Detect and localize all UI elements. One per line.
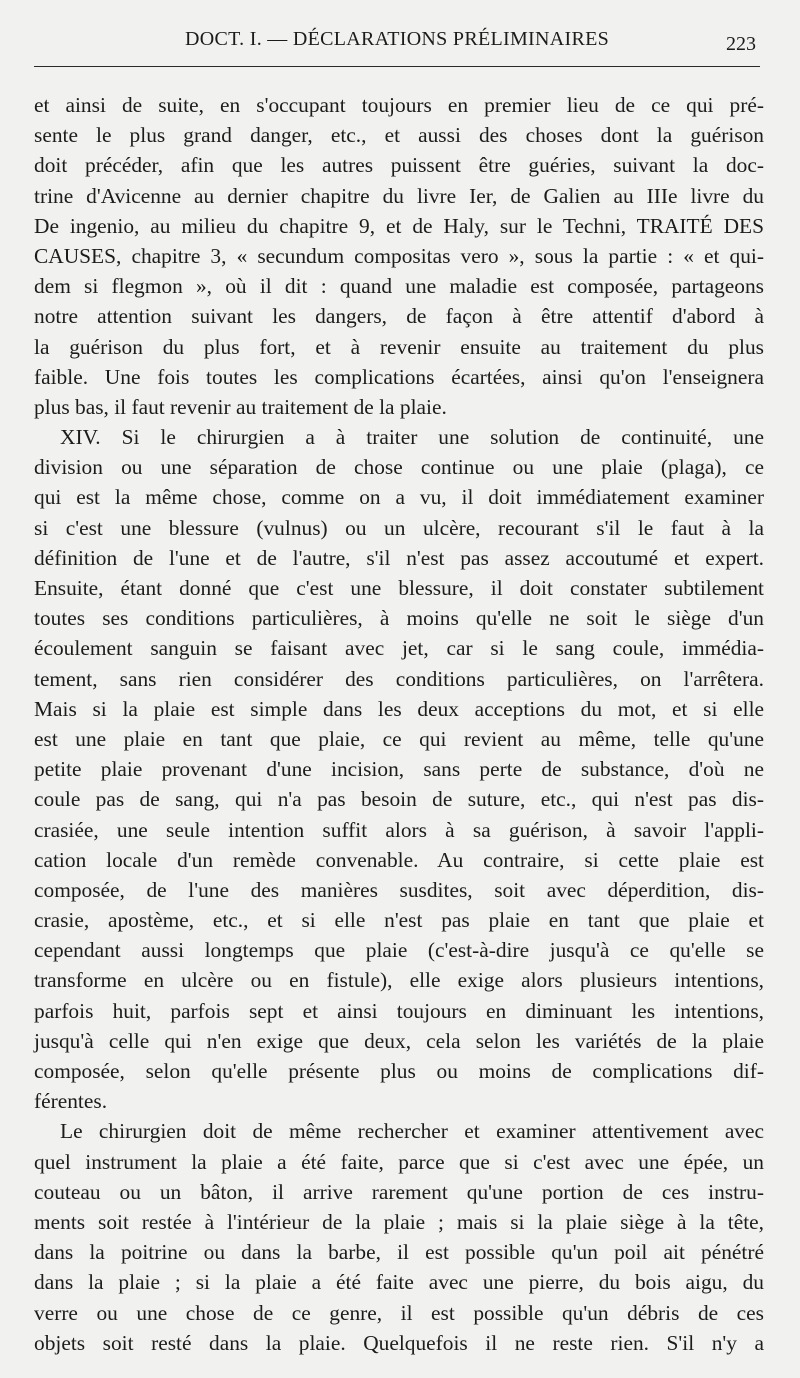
running-head xyxy=(34,28,760,58)
text-line: coule pas de sang, qui n'a pas besoin de suture, etc., qui n'est pas dis- xyxy=(34,787,764,812)
text-line: petite plaie provenant d'une incision, sans perte de substance, d'où ne xyxy=(34,757,764,782)
text-line: faible. Une fois toutes les complications écartées, ainsi qu'on l'enseignera xyxy=(34,364,764,389)
text-line: CAUSES, chapitre 3, « secundum compositas vero », sous la partie : « et qui- xyxy=(34,243,764,268)
text-line: définition de l'une et de l'autre, s'il n'est pas assez accoutumé et expert. xyxy=(34,545,764,570)
page-number: 223 xyxy=(726,33,756,55)
text-line: plus bas, il faut revenir au traitement de la plaie. xyxy=(34,394,447,419)
text-line: tement, sans rien considérer des conditions particulières, on l'arrêtera. xyxy=(34,666,764,691)
text-line: cependant aussi longtemps que plaie (c'est-à-dire jusqu'à ce qu'elle se xyxy=(34,938,764,963)
text-line: doit précéder, afin que les autres puissent être guéries, suivant la doc- xyxy=(34,153,764,178)
body-text xyxy=(34,90,764,1358)
text-line: Mais si la plaie est simple dans les deux acceptions du mot, et si elle xyxy=(34,696,764,721)
text-line: écoulement sanguin se faisant avec jet, car si le sang coule, immédia- xyxy=(34,636,764,661)
text-line: ments soit restée à l'intérieur de la plaie ; mais si la plaie siège à la tête, xyxy=(34,1209,764,1234)
text-line: transforme en ulcère ou en fistule), elle exige alors plusieurs intentions, xyxy=(34,968,764,993)
text-line: dem si flegmon », où il dit : quand une maladie est composée, partageons xyxy=(34,274,764,299)
text-line: toutes ses conditions particulières, à moins qu'elle ne soit le siège d'un xyxy=(34,606,764,631)
text-line: quel instrument la plaie a été faite, parce que si c'est avec une épée, un xyxy=(34,1149,764,1174)
text-line: crasiée, une seule intention suffit alors à sa guérison, à savoir l'appli- xyxy=(34,817,764,842)
text-line: la guérison du plus fort, et à revenir ensuite au traitement du plus xyxy=(34,334,764,359)
text-line: est une plaie en tant que plaie, ce qui revient au même, telle qu'une xyxy=(34,726,764,751)
text-line: et ainsi de suite, en s'occupant toujours en premier lieu de ce qui pré- xyxy=(34,93,764,117)
text-line: dans la plaie ; si la plaie a été faite avec une pierre, du bois aigu, du xyxy=(34,1270,764,1295)
text-line: cation locale d'un remède convenable. Au contraire, si cette plaie est xyxy=(34,847,764,872)
text-line: composée, de l'une des manières susdites, soit avec déperdition, dis- xyxy=(34,877,764,902)
running-title: DOCT. I. — DÉCLARATIONS PRÉLIMINAIRES xyxy=(184,28,610,50)
header-rule xyxy=(34,66,760,67)
text-line: sente le plus grand danger, etc., et aussi des choses dont la guérison xyxy=(34,123,764,148)
text-line: férentes. xyxy=(34,1089,108,1114)
text-line: jusqu'à celle qui n'en exige que deux, cela selon les variétés de la plaie xyxy=(34,1028,764,1053)
text-line: si c'est une blessure (vulnus) ou un ulcère, recourant s'il le faut à la xyxy=(34,515,764,540)
text-line: couteau ou un bâton, il arrive rarement qu'une portion de ces instru- xyxy=(34,1179,764,1204)
text-line: objets soit resté dans la plaie. Quelquefois il ne reste rien. S'il n'y a xyxy=(34,1330,764,1355)
text-line: parfois huit, parfois sept et ainsi toujours en diminuant les intentions, xyxy=(34,998,764,1023)
text-line: qui est la même chose, comme on a vu, il doit immédiatement examiner xyxy=(34,485,764,510)
text-line: trine d'Avicenne au dernier chapitre du livre Ier, de Galien au IIIe livre du xyxy=(34,183,764,208)
text-line: notre attention suivant les dangers, de façon à être attentif d'abord à xyxy=(34,304,764,329)
text-line: XIV. Si le chirurgien a à traiter une solution de continuité, une xyxy=(60,425,764,450)
text-line: verre ou une chose de ce genre, il est possible qu'un débris de ces xyxy=(34,1300,764,1325)
text-line: division ou une séparation de chose continue ou une plaie (plaga), ce xyxy=(34,455,764,480)
text-line: Le chirurgien doit de même rechercher et examiner attentivement avec xyxy=(60,1119,764,1144)
text-line: Ensuite, étant donné que c'est une blessure, il doit constater subtilement xyxy=(34,576,764,600)
text-line: De ingenio, au milieu du chapitre 9, et de Haly, sur le Techni, TRAITÉ DES xyxy=(34,213,764,238)
text-line: composée, selon qu'elle présente plus ou moins de complications dif- xyxy=(34,1059,764,1083)
text-line: dans la poitrine ou dans la barbe, il est possible qu'un poil ait pénétré xyxy=(34,1240,764,1265)
text-line: crasie, apostème, etc., et si elle n'est pas plaie en tant que plaie et xyxy=(34,908,764,933)
